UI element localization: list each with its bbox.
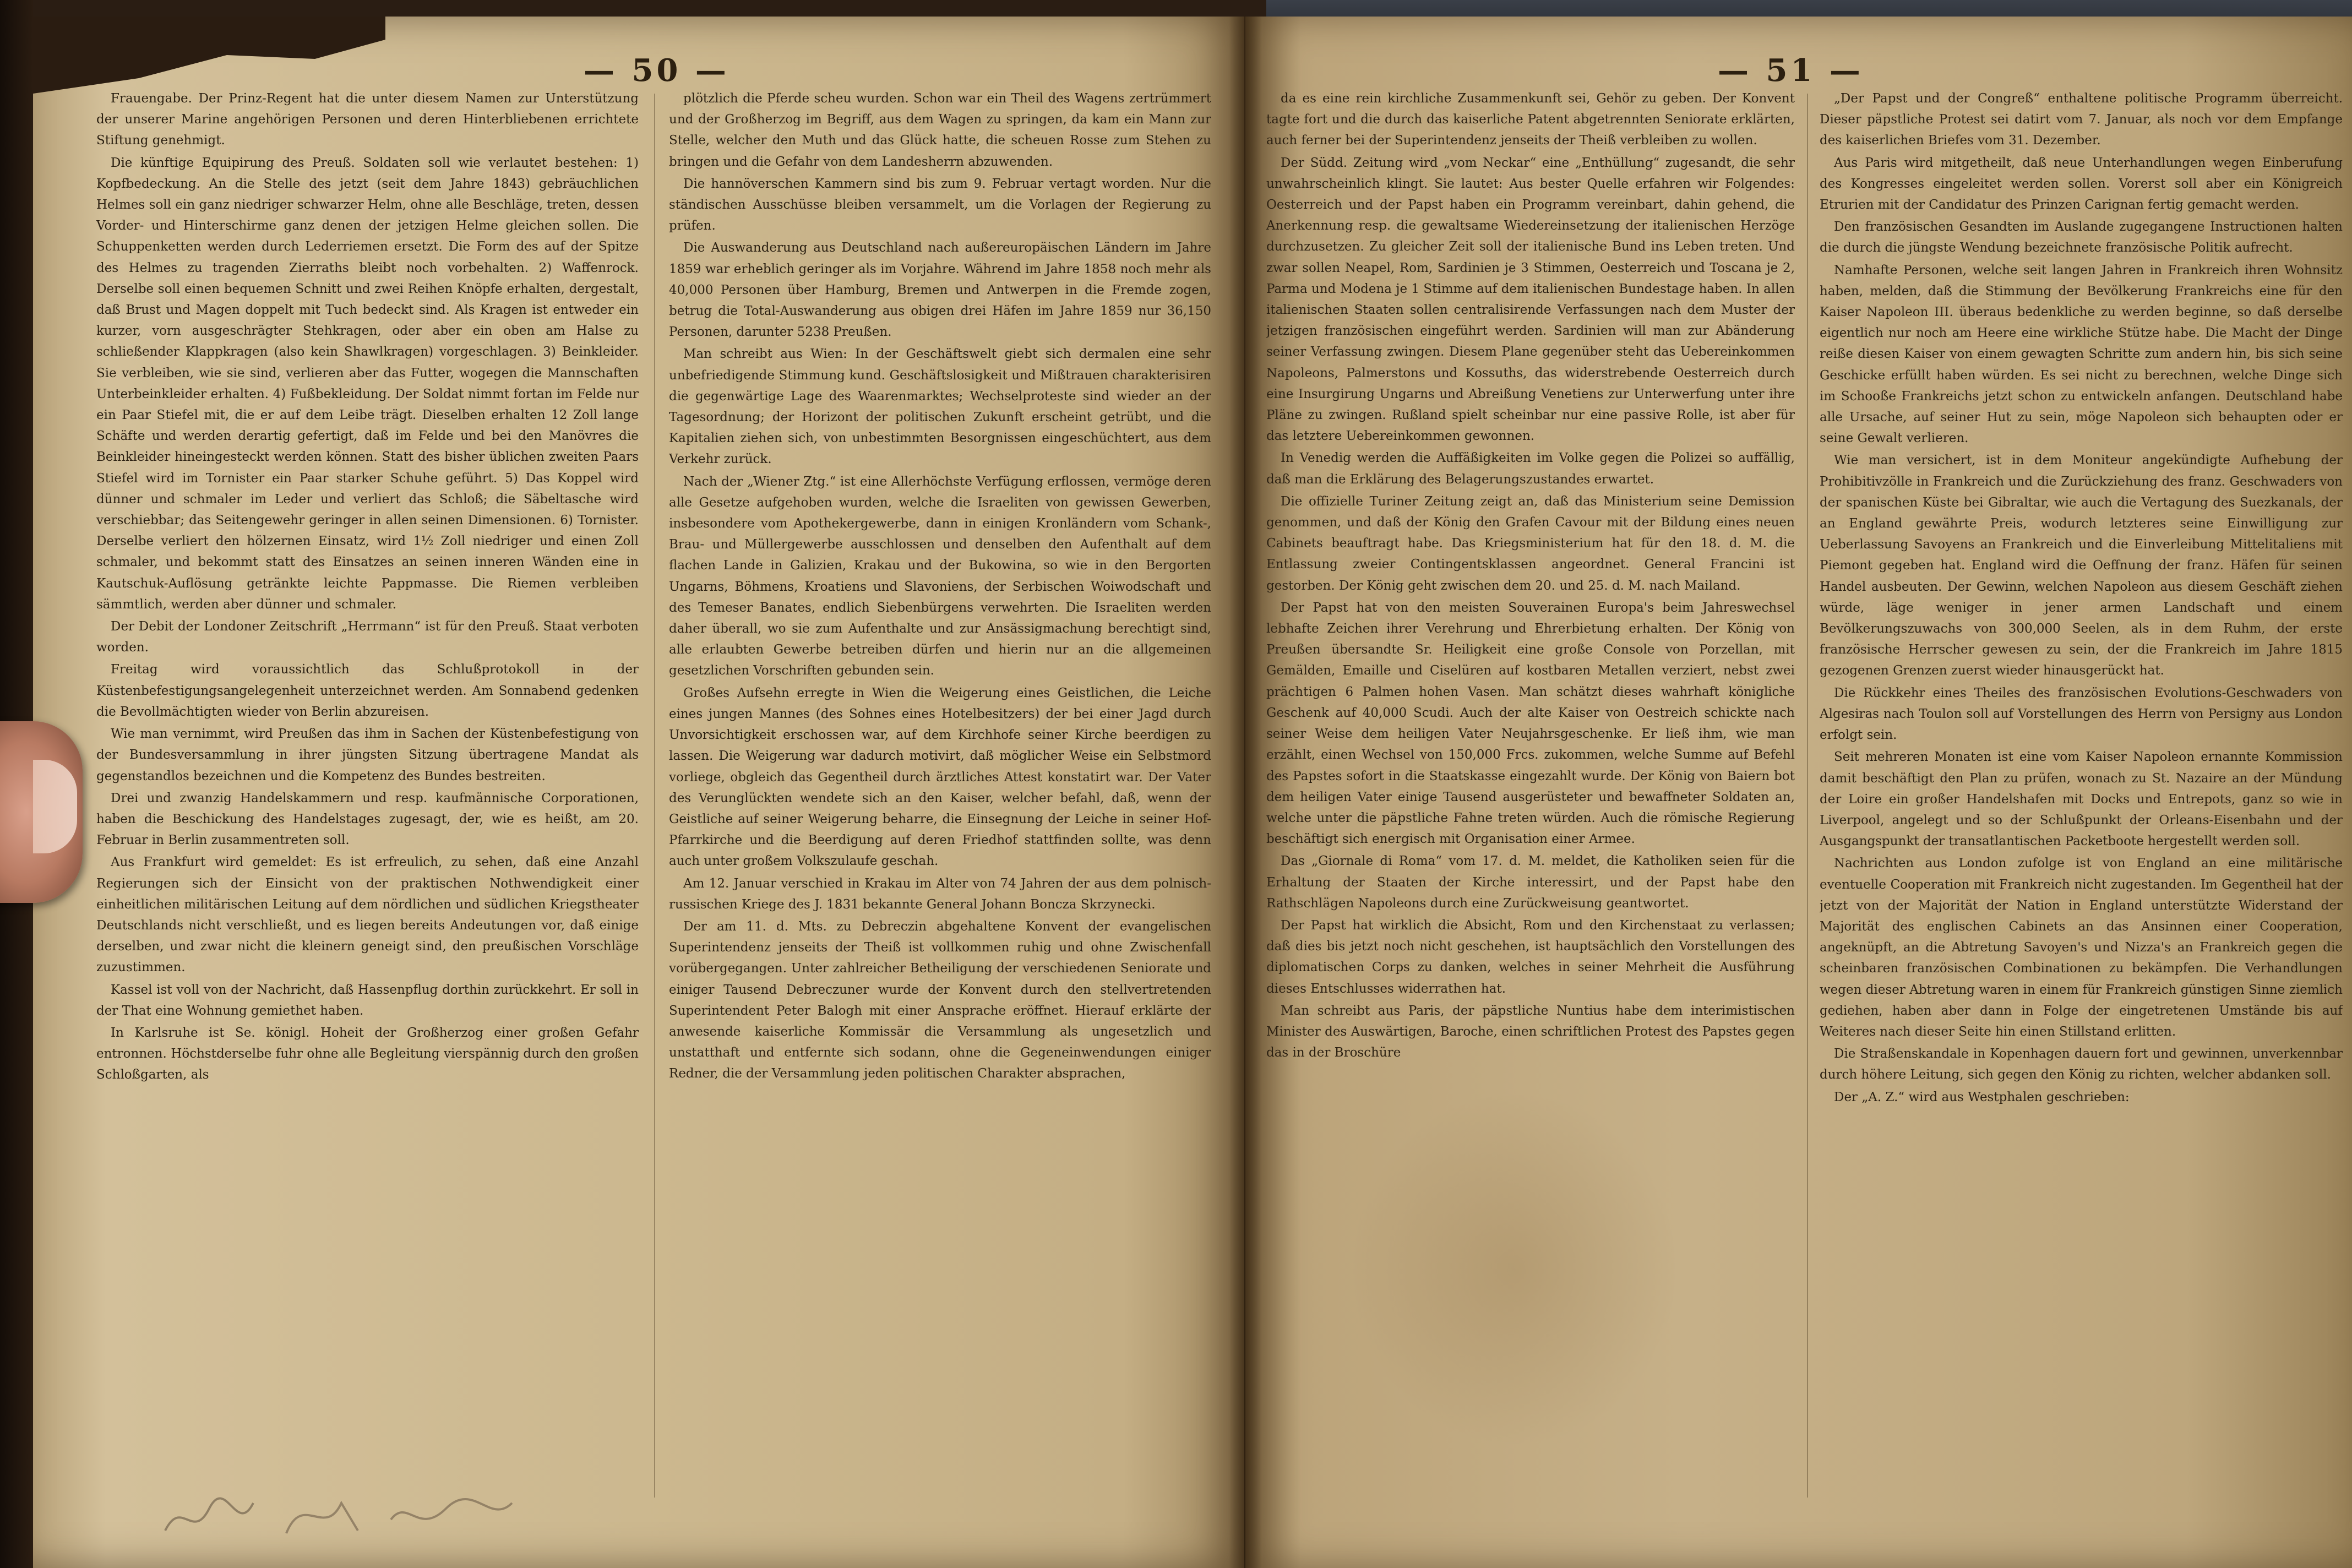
article-paragraph: In Karlsruhe ist Se. königl. Hoheit der Großherzog einer großen Gefahr entronnen. Höchstderselbe fuhr ohne alle Begleitung vierspännig durch den großen Schloßgarten, als — [96, 1025, 639, 1082]
book-gutter — [1229, 17, 1262, 1568]
article-paragraph: Drei und zwanzig Handelskammern und resp. kaufmännische Corporationen, haben die Beschickung des Handelstages zugesagt, der, wie es heißt, am 20. Februar in Berlin zusammentreten soll. — [96, 791, 639, 848]
right-page-column-1 — [1266, 88, 1795, 1503]
article-paragraph: Der Debit der Londoner Zeitschrift „Herrmann“ ist für den Preuß. Staat verboten worden. — [96, 619, 639, 655]
article-paragraph: Großes Aufsehn erregte in Wien die Weigerung eines Geistlichen, die Leiche eines jungen Mannes (des Sohnes eines Hotelbesitzers) der bei einer Jagd durch Unvorsichtigkeit erschossen war, auf dem Kirchhofe seiner Kirche beerdigen zu lassen. Die Weigerung war dadurch motivirt, daß möglicher Weise ein Selbstmord vorliege, obgleich das Gegentheil durch ärztliches Attest konstatirt war. Der Vater des Verunglückten wendete sich an den Kaiser, welcher befahl, daß, wenn der Geistliche auf seiner Weigerung beharre, die Einsegnung der Leiche in seiner Hof-Pfarrkirche und die Beerdigung auf deren Friedhof stattfinden sollte, was denn auch unter großem Volkszulaufe geschah. — [669, 685, 1211, 869]
article-paragraph: Der Papst hat von den meisten Souverainen Europa's beim Jahreswechsel lebhafte Zeichen ihrer Verehrung und Ehrerbietung erhalten. Der König von Preußen übersandte Sr. Heiligkeit eine große Console von Porzellan, mit Gemälden, Emaille und Ciselüren auf kostbaren Metallen verziert, nebst zwei prächtigen 6 Palmen hohen Vasen. Man schätzt dieses wahrhaft königliche Geschenk auf 40,000 Scudi. Auch der alte Kaiser von Oestreich schickte nach seiner Weise dem heiligen Vater Neujahrsgeschenke. Er ließ ihm, wie man erzählt, einen Wechsel von 150,000 Frcs. zukommen, welche Summe auf Befehl des Papstes sofort in die Staatskasse eingezahlt wurde. Der König von Baiern bot dem heiligen Vater einige Tausend ausgerüsteter und bewaffneter Soldaten an, welche unter die päpstliche Fahne treten würden. Auch die römische Regierung beschäftigt sich energisch mit Organisation einer Armee. — [1266, 600, 1795, 847]
article-paragraph: Der „A. Z.“ wird aus Westphalen geschrieben: — [1834, 1090, 2130, 1104]
article-paragraph: Die Rückkehr eines Theiles des französischen Evolutions-Geschwaders von Algesiras nach Toulon soll auf Vorstellungen des Herrn von Persigny aus London erfolgt sein. — [1820, 685, 2343, 743]
article-paragraph: Der Papst hat wirklich die Absicht, Rom und den Kirchenstaat zu verlassen; daß dies bis jetzt noch nicht geschehen, ist hauptsächlich den Vorstellungen des diplomatischen Corps zu danken, welches in seiner Mehrheit die Ausführung dieses Entschlusses widerrathen hat. — [1266, 918, 1795, 996]
article-paragraph: Freitag wird voraussichtlich das Schlußprotokoll in der Küstenbefestigungsangelegenheit unterzeichnet werden. Am Sonnabend gedenken die Bevollmächtigten wieder von Berlin abzureisen. — [96, 662, 639, 719]
article-paragraph: Wie man vernimmt, wird Preußen das ihm in Sachen der Küstenbefestigung von der Bundesversammlung in ihrer jüngsten Sitzung übertragene Mandat als gegenstandlos bezeichnen und die Kompetenz des Bundes bestreiten. — [96, 727, 639, 783]
article-paragraph: Die offizielle Turiner Zeitung zeigt an, daß das Ministerium seine Demission genommen, und daß der König den Grafen Cavour mit der Bildung eines neuen Cabinets beauftragt habe. Das Kriegsministerium hat für den 18. d. M. die Entlassung zweier Contingentsklassen angeordnet. General Francini ist gestorben. Der König geht zwischen dem 20. und 25. d. M. nach Mailand. — [1266, 494, 1795, 593]
article-paragraph: Man schreibt aus Paris, der päpstliche Nuntius habe dem interimistischen Minister des Auswärtigen, Baroche, einen schriftlichen Protest des Papstes gegen das in der Broschüre — [1266, 1003, 1795, 1060]
article-paragraph: Seit mehreren Monaten ist eine vom Kaiser Napoleon ernannte Kommission damit beschäftigt den Plan zu prüfen, wonach zu St. Nazaire an der Mündung der Loire ein großer Handelshafen mit Docks und Entrepots, ganz so wie in Liverpool, angelegt und so der Schlußpunkt der Orleans-Eisenbahn und der Ausgangspunkt der transatlantischen Packetboote hergestellt werden soll. — [1820, 750, 2343, 849]
article-paragraph: Wie man versichert, ist in dem Moniteur angekündigte Aufhebung der Prohibitivzölle in Frankreich und die Zurückziehung des franz. Geschwaders von der spanischen Küste bei Gibraltar, wie auch die Vertagung des Suezkanals, der an England gewährte Preis, wodurch letzteres seine Einwilligung zur Ueberlassung Savoyens an Frankreich und die Einverleibung Mittelitaliens mit Piemont gegeben hat. England wird die Oeffnung der franz. Häfen für seinen Handel ausbeuten. Der Gewinn, welchen Napoleon aus diesem Geschäft ziehen würde, läge weniger in jener armen Landschaft und einem Bevölkerungszuwachs von 300,000 Seelen, als in dem Ruhm, der erste französische Herrscher gewesen zu sein, der die Frankreich im Jahre 1815 gezogenen Grenzen zuerst wieder hinausgerückt hat. — [1820, 453, 2343, 678]
article-paragraph: Nachrichten aus London zufolge ist von England an eine militärische eventuelle Cooperation mit Frankreich nicht zugestanden. Im Gegentheil hat der jetzt von der Majorität der Nation in England unterstützte Widerstand der Majorität des englischen Cabinets an das Ansinnen einer Cooperation, angeknüpft, an die Abtretung Savoyen's und Nizza's an Frankreich gegen die scheinbaren französischen Combinationen zu bekämpfen. Die Verhandlungen wegen dieser Abtretung waren in einem für Frankreich günstigen Sinne ziemlich gediehen, haben aber dann in Folge der eingetretenen Umstände bis auf Weiteres nach dieser Seite hin einen Stillstand erlitten. — [1820, 856, 2343, 1039]
left-page-column-1 — [96, 88, 639, 1498]
page-number-left: — 50 — — [584, 52, 729, 89]
article-paragraph: Frauengabe. Der Prinz-Regent hat die unter diesem Namen zur Unterstützung der unserer Marine angehörigen Personen und deren Hinterbliebenen errichtete Stiftung genehmigt. — [96, 91, 639, 148]
article-paragraph: Die Straßenskandale in Kopenhagen dauern fort und gewinnen, unverkennbar durch höhere Leitung, sich gegen den König zu richten, welcher abdanken soll. — [1820, 1047, 2343, 1082]
column-rule-right — [1807, 94, 1808, 1498]
article-paragraph: Den französischen Gesandten im Auslande zugegangene Instructionen halten die durch die jüngste Wendung bezeichnete französische Politik aufrecht. — [1820, 220, 2343, 255]
article-paragraph: Die hannöverschen Kammern sind bis zum 9. Februar vertagt worden. Nur die ständischen Ausschüsse bleiben versammelt, um die Vorlagen der Regierung zu prüfen. — [669, 176, 1211, 233]
article-paragraph: Das „Giornale di Roma“ vom 17. d. M. meldet, die Katholiken seien für die Erhaltung der Staaten der Kirche interessirt, und der Papst habe den Rathschlägen Napoleons durch eine Zurückweisung geantwortet. — [1266, 854, 1795, 911]
article-paragraph: Die künftige Equipirung des Preuß. Soldaten soll wie verlautet bestehen: 1) Kopfbedeckung. An die Stelle des jetzt (seit dem Jahre 1843) gebräuchlichen Helmes soll ein ganz niedriger schwarzer Helm, ohne alle Beschläge, treten, dessen Vorder- und Hinterschirme ganz denen der jetzigen Helme gleichen sollen. Die Schuppenketten werden durch Lederriemen ersetzt. Die Form des auf der Spitze des Helmes zu tragenden Zierraths bleibt noch vorbehalten. 2) Waffenrock. Derselbe soll einen bequemen Schnitt und zwei Reihen Knöpfe erhalten, dergestalt, daß Brust und Magen doppelt mit Tuch bedeckt sind. Als Kragen ist entweder ein kurzer, vorn ausgeschrägter Stehkragen, oder aber ein oben am Halse zu schließender Klappkragen (also kein Shawlkragen) vorgeschlagen. 3) Beinkleider. Sie verbleiben, wie sie sind, verlieren aber das Futter, wogegen die Mannschaften Unterbeinkleider erhalten. 4) Fußbekleidung. Der Soldat nimmt fortan im Felde nur ein Paar Stiefel mit, die er auf dem Leibe trägt. Dieselben erhalten 12 Zoll lange Schäfte und werden derartig gefertigt, daß im Felde und bei den Manövres die Beinkleider hineingesteckt werden können. Statt des bisher üblichen zweiten Paars Stiefel wird im Tornister ein Paar starker Schuhe geführt. 5) Das Koppel wird dünner und schmaler im Leder und verliert das Schloß; die Säbeltasche wird verschiebbar; das Seitengewehr geringer in allen seinen Dimensionen. 6) Tornister. Derselbe verliert den hölzernen Einsatz, wird 1½ Zoll niedriger und einen Zoll schmaler, und bekommt statt des Einsatzes an seinen inneren Wänden eine in Kautschuk-Auflösung getränkte leichte Pappmasse. Die Riemen verbleiben sämmtlich, werden aber dünner und schmaler. — [96, 155, 639, 612]
page-number-right: — 51 — — [1718, 52, 1864, 89]
article-paragraph: Die Auswanderung aus Deutschland nach außereuropäischen Ländern im Jahre 1859 war erheblich geringer als im Vorjahre. Während im Jahre 1858 noch mehr als 40,000 Personen über Hamburg, Bremen und Antwerpen in die Fremde zogen, betrug die Total-Auswanderung aus obigen drei Häfen im Jahre 1859 nur 36,150 Personen, darunter 5238 Preußen. — [669, 241, 1211, 340]
article-paragraph: Kassel ist voll von der Nachricht, daß Hassenpflug dorthin zurückkehrt. Er soll in der That eine Wohnung gemiethet haben. — [96, 982, 639, 1018]
article-paragraph: Nach der „Wiener Ztg.“ ist eine Allerhöchste Verfügung erflossen, vermöge deren alle Gesetze aufgehoben wurden, welche die Israeliten von gewissen Gewerben, insbesondere vom Apothekergewerbe, dann in einigen Kronländern vom Schank-, Brau- und Müllergewerbe ausschlossen und denselben den Aufenthalt auf dem flachen Lande in Galizien, Krakau und der Bukowina, so wie in den Bergorten Ungarns, Böhmens, Kroatiens und Slavoniens, der Serbischen Woiwodschaft und des Temeser Banates, endlich Siebenbürgens verwehrten. Die Israeliten werden daher überall, wo sie zum Aufenthalte und zur Ansässigmachung berechtigt sind, alle erlaubten Gewerbe betreiben dürfen und hierin nur an die allgemeinen gesetzlichen Vorschriften gebunden sein. — [669, 474, 1211, 678]
article-paragraph: Der am 11. d. Mts. zu Debreczin abgehaltene Konvent der evangelischen Superintendenz jenseits der Theiß ist vollkommen ruhig und ohne Zwischenfall vorübergegangen. Unter zahlreicher Betheiligung der verschiedenen Seniorate und einiger Tausend Debreczuner wurde der Konvent durch den stellvertretenden Superintendent Peter Balogh mit einer Ansprache eröffnet. Hierauf erklärte der anwesende kaiserliche Kommissär die Versammlung als ungesetzlich und unstatthaft und entfernte sich sodann, ohne die Gegeneinwendungen einiger Redner, die der Versammlung jeden politischen Charakter absprachen, — [669, 919, 1211, 1081]
right-page-column-2 — [1820, 88, 2343, 1503]
article-paragraph: da es eine rein kirchliche Zusammenkunft sei, Gehör zu geben. Der Konvent tagte fort und die durch das kaiserliche Patent abgetrennten Seniorate erklärten, auch ferner bei der Superintendenz jenseits der Theiß verbleiben zu wollen. — [1266, 91, 1795, 148]
article-paragraph: „Der Papst und der Congreß“ enthaltene politische Programm überreicht. Dieser päpstliche Protest sei datirt vom 7. Januar, als noch vor dem Empfange des kaiserlichen Briefes vom 31. Dezember. — [1820, 91, 2343, 148]
article-paragraph: Am 12. Januar verschied in Krakau im Alter von 74 Jahren der aus dem polnisch-russischen Kriege des J. 1831 bekannte General Johann Boncza Skrzynecki. — [669, 876, 1211, 912]
handwritten-note — [160, 1487, 556, 1547]
article-paragraph: Der Südd. Zeitung wird „vom Neckar“ eine „Enthüllung“ zugesandt, die sehr unwahrscheinlich klingt. Sie lautet: Aus bester Quelle erfahren wir Folgendes: Oesterreich und der Papst haben ein Programm vereinbart, dahin gehend, die Anerkennung resp. die gewaltsame Wiedereinsetzung der italienischen Herzöge durchzusetzen. Zu gleicher Zeit soll der italienische Bund ins Leben treten. Und zwar sollen Neapel, Rom, Sardinien je 3 Stimmen, Oesterreich und Toscana je 2, Parma und Modena je 1 Stimme auf dem italienischen Bundestage haben. In allen italienischen Staaten sollen centralisirende Verfassungen nach dem Muster der jetzigen französischen eingeführt werden. Sardinien will man zur Abänderung seiner Verfassung zwingen. Diesem Plane gegenüber steht das Uebereinkommen Napoleons, Palmerstons und Kossuths, das widerstrebende Oesterreich durch eine Insurgirung Ungarns und Abreißung Venetiens zur Unterwerfung unter ihre Pläne zu zwingen. Rußland spielt scheinbar nur eine passive Rolle, ist aber für das letztere Uebereinkommen gewonnen. — [1266, 155, 1795, 444]
article-paragraph: plötzlich die Pferde scheu wurden. Schon war ein Theil des Wagens zertrümmert und der Großherzog im Begriff, aus dem Wagen zu springen, da kam ein Mann zur Stelle, welcher den Muth und das Glück hatte, die scheuen Rosse zum Stehen zu bringen und die Gefahr von dem Landesherrn abzuwenden. — [669, 91, 1211, 169]
thumbnail-fingernail — [33, 760, 77, 853]
article-paragraph: Aus Paris wird mitgetheilt, daß neue Unterhandlungen wegen Einberufung des Kongresses eingeleitet werden sollen. Vorerst soll aber ein Königreich Etrurien mit der Candidatur des Prinzen Carignan fertig gemacht werden. — [1820, 155, 2343, 213]
article-paragraph: In Venedig werden die Auffäßigkeiten im Volke gegen die Polizei so auffällig, daß man die Erklärung des Belagerungszustandes erwartet. — [1266, 451, 1795, 487]
left-page-column-2 — [669, 88, 1211, 1498]
article-paragraph: Namhafte Personen, welche seit langen Jahren in Frankreich ihren Wohnsitz haben, melden, daß die Stimmung der Bevölkerung Frankreichs eine für den Kaiser Napoleon III. überaus bedenkliche zu werden beginne, so daß derselbe eigentlich nur noch am Heere eine wirkliche Stütze habe. Die Macht der Dinge reiße diesen Kaiser von einem gewagten Schritte zum andern hin, bis sich seine Geschicke erfüllt haben würden. Es sei nicht zu berechnen, welche Dinge sich im Schooße Frankreichs jetzt schon zu entwickeln anfangen. Deutschland habe alle Ursache, auf seiner Hut zu sein, möge Napoleon sich behaupten oder er seine Gewalt verlieren. — [1820, 263, 2343, 446]
column-rule-left — [654, 94, 655, 1498]
article-paragraph: Aus Frankfurt wird gemeldet: Es ist erfreulich, zu sehen, daß eine Anzahl Regierungen sich der Einsicht von der praktischen Nothwendigkeit einer einheitlichen militärischen Leitung auf dem nördlichen und südlichen Kriegstheater Deutschlands nicht verschließt, und es liegen bereits Andeutungen vor, daß einige derselben, und zwar nicht die kleinern geneigt sind, den preußischen Vorschläge zuzustimmen. — [96, 855, 639, 975]
article-paragraph: Man schreibt aus Wien: In der Geschäftswelt giebt sich dermalen eine sehr unbefriedigende Stimmung kund. Geschäftslosigkeit und Mißtrauen charakterisiren die gegenwärtige Lage des Waarenmarktes; Wechselproteste sind wieder an der Tagesordnung; der Horizont der politischen Zukunft erscheint getrübt, und die Kapitalien ziehen sich, von unbestimmten Besorgnissen eingeschüchtert, aus dem Verkehr zurück. — [669, 347, 1211, 467]
